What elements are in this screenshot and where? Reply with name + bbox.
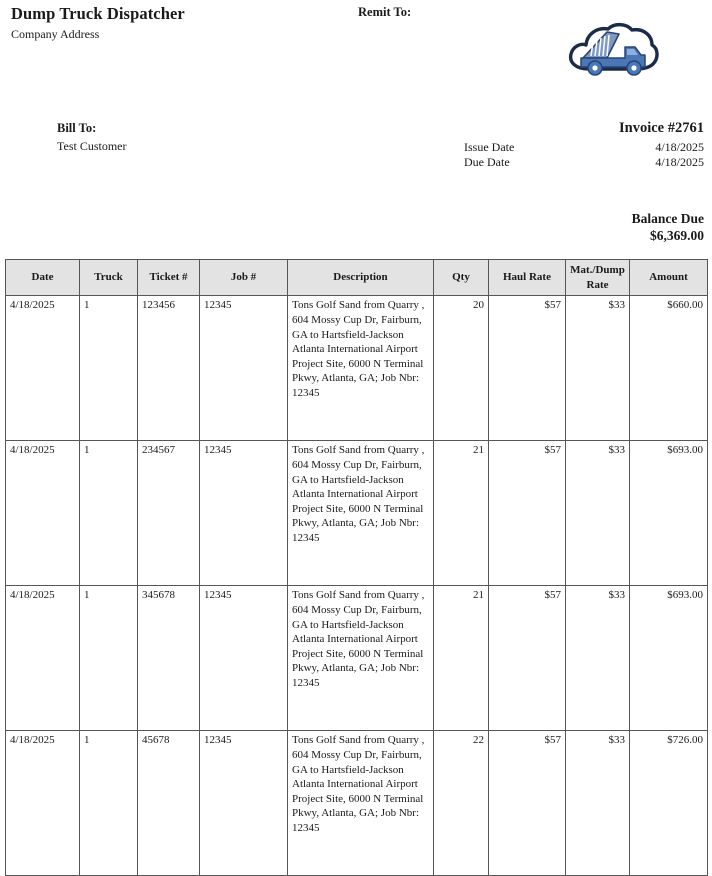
remit-to-label: Remit To: (358, 5, 412, 19)
issue-date-label: Issue Date (464, 140, 515, 154)
invoice-number: Invoice #2761 (619, 120, 704, 136)
column-header-truck: Truck (80, 260, 138, 296)
cell-qty: 22 (434, 731, 489, 876)
invoice-header (0, 0, 712, 118)
cell-amount: $693.00 (630, 586, 708, 731)
table-row (6, 296, 708, 441)
column-header-qty: Qty (434, 260, 489, 296)
due-date-value: 4/18/2025 (655, 155, 704, 169)
cell-mat-dump-rate: $33 (566, 586, 630, 731)
due-date-label: Due Date (464, 155, 510, 169)
cell-qty: 20 (434, 296, 489, 441)
column-header-date: Date (6, 260, 80, 296)
column-header-job: Job # (200, 260, 288, 296)
cell-truck: 1 (80, 441, 138, 586)
table-row (6, 441, 708, 586)
table-row (6, 731, 708, 876)
cell-haul-rate: $57 (489, 731, 566, 876)
cell-description: Tons Golf Sand from Quarry , 604 Mossy Cup Dr, Fairburn, GA to Hartsfield-Jackson Atlanta International Airport Project Site, 6000 N Terminal Pkwy, Atlanta, GA; Job Nbr: 12345 (288, 731, 434, 876)
cell-date: 4/18/2025 (6, 586, 80, 731)
cell-qty: 21 (434, 586, 489, 731)
column-header-ticket: Ticket # (138, 260, 200, 296)
issue-date-row (464, 140, 704, 155)
cell-ticket: 123456 (138, 296, 200, 441)
column-header-description: Description (288, 260, 434, 296)
issue-date-value: 4/18/2025 (655, 140, 704, 154)
company-title: Dump Truck Dispatcher (11, 4, 185, 23)
cell-date: 4/18/2025 (6, 441, 80, 586)
company-address: Company Address (11, 27, 100, 41)
column-header-mat-dump-rate: Mat./Dump Rate (566, 260, 630, 296)
table-header-row (6, 260, 708, 296)
bill-to-label: Bill To: (57, 121, 97, 135)
cell-truck: 1 (80, 731, 138, 876)
column-header-haul-rate: Haul Rate (489, 260, 566, 296)
balance-due-label: Balance Due (631, 211, 704, 226)
line-items-table (5, 259, 708, 876)
cell-haul-rate: $57 (489, 441, 566, 586)
cell-description: Tons Golf Sand from Quarry , 604 Mossy Cup Dr, Fairburn, GA to Hartsfield-Jackson Atlanta International Airport Project Site, 6000 N Terminal Pkwy, Atlanta, GA; Job Nbr: 12345 (288, 296, 434, 441)
cell-amount: $693.00 (630, 441, 708, 586)
cell-mat-dump-rate: $33 (566, 731, 630, 876)
cell-haul-rate: $57 (489, 586, 566, 731)
cell-qty: 21 (434, 441, 489, 586)
cell-haul-rate: $57 (489, 296, 566, 441)
line-items-body (6, 296, 708, 876)
cell-amount: $660.00 (630, 296, 708, 441)
cell-date: 4/18/2025 (6, 296, 80, 441)
cell-ticket: 234567 (138, 441, 200, 586)
due-date-row (464, 155, 704, 170)
column-header-amount: Amount (630, 260, 708, 296)
cell-amount: $726.00 (630, 731, 708, 876)
cell-ticket: 345678 (138, 586, 200, 731)
cell-truck: 1 (80, 296, 138, 441)
cell-mat-dump-rate: $33 (566, 441, 630, 586)
cell-job: 12345 (200, 441, 288, 586)
balance-due-value: $6,369.00 (650, 228, 704, 243)
table-row (6, 586, 708, 731)
cell-truck: 1 (80, 586, 138, 731)
cell-job: 12345 (200, 731, 288, 876)
cell-job: 12345 (200, 296, 288, 441)
bill-to-customer-name: Test Customer (57, 139, 127, 153)
cell-job: 12345 (200, 586, 288, 731)
cell-mat-dump-rate: $33 (566, 296, 630, 441)
dump-truck-cloud-logo-icon (563, 22, 663, 84)
cell-description: Tons Golf Sand from Quarry , 604 Mossy Cup Dr, Fairburn, GA to Hartsfield-Jackson Atlanta International Airport Project Site, 6000 N Terminal Pkwy, Atlanta, GA; Job Nbr: 12345 (288, 441, 434, 586)
cell-description: Tons Golf Sand from Quarry , 604 Mossy Cup Dr, Fairburn, GA to Hartsfield-Jackson Atlanta International Airport Project Site, 6000 N Terminal Pkwy, Atlanta, GA; Job Nbr: 12345 (288, 586, 434, 731)
cell-ticket: 45678 (138, 731, 200, 876)
cell-date: 4/18/2025 (6, 731, 80, 876)
